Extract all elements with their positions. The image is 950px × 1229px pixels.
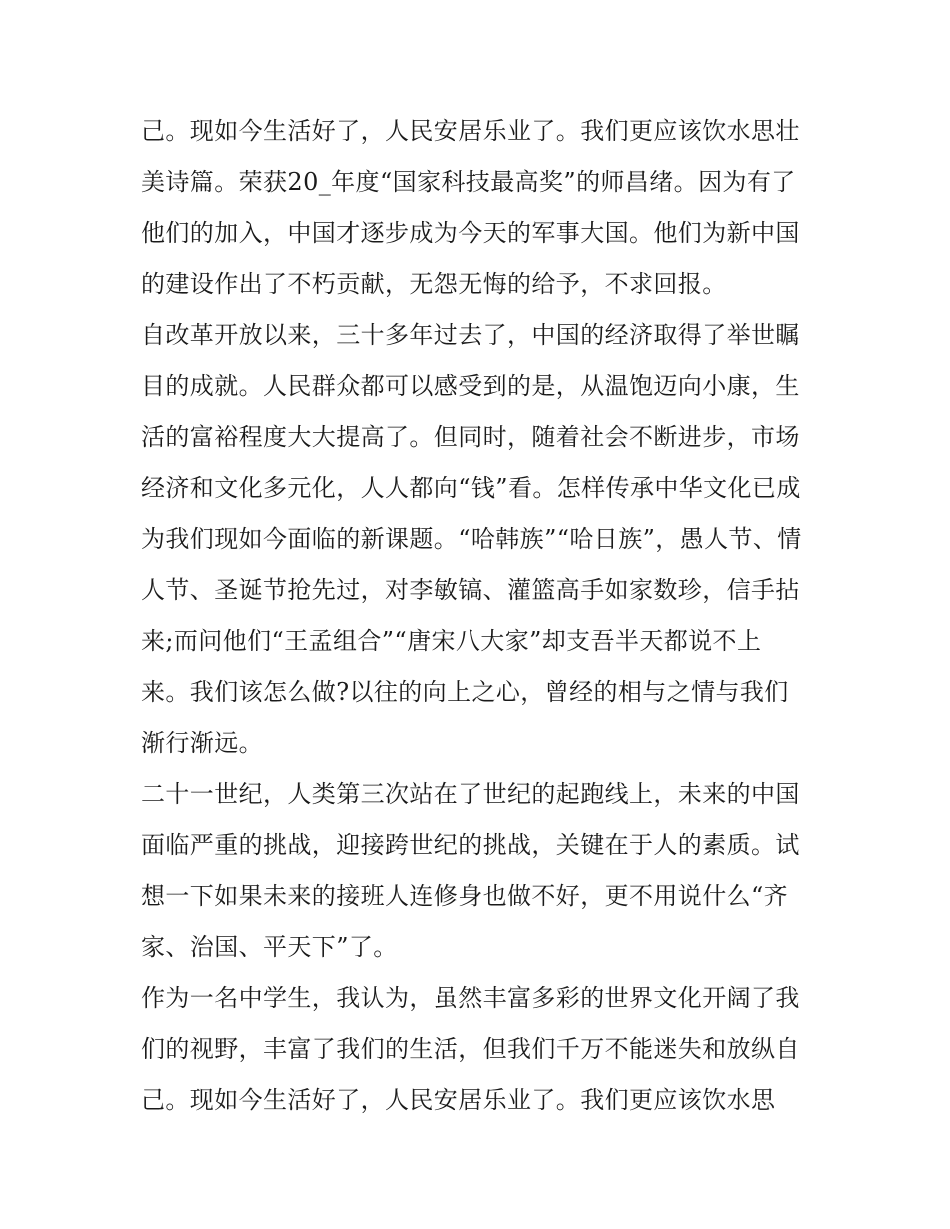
- text-line: 活的富裕程度大大提高了。但同时，随着社会不断进步，市场: [141, 423, 800, 451]
- text-line: 想一下如果未来的接班人连修身也做不好，更不用说什么“齐: [141, 882, 789, 910]
- text-line: 经济和文化多元化，人人都向“钱”看。怎样传承中华文化已成: [141, 474, 801, 502]
- document-body: [141, 106, 821, 1126]
- text-line: 渐行渐远。: [141, 729, 263, 757]
- text-line: 为我们现如今面临的新课题。“哈韩族”“哈日族”，愚人节、情: [141, 525, 802, 553]
- text-line: 己。现如今生活好了，人民安居乐业了。我们更应该饮水思: [141, 1086, 776, 1114]
- text-line: 们的视野，丰富了我们的生活，但我们千万不能迷失和放纵自: [141, 1035, 800, 1063]
- text-line: 他们的加入，中国才逐步成为今天的军事大国。他们为新中国: [141, 219, 800, 247]
- text-line: 目的成就。人民群众都可以感受到的是，从温饱迈向小康，生: [141, 372, 800, 400]
- text-line: 自改革开放以来，三十多年过去了，中国的经济取得了举世瞩: [141, 321, 800, 349]
- text-line: 人节、圣诞节抢先过，对李敏镐、灌篮高手如家数珍，信手拈: [141, 576, 800, 604]
- text-line: 美诗篇。荣获20_年度“国家科技最高奖”的师昌绪。因为有了: [141, 168, 796, 196]
- text-line: 来。我们该怎么做?以往的向上之心，曾经的相与之情与我们: [141, 678, 789, 706]
- text-line: 二十一世纪，人类第三次站在了世纪的起跑线上，未来的中国: [141, 780, 800, 808]
- text-line: 作为一名中学生，我认为，虽然丰富多彩的世界文化开阔了我: [141, 984, 800, 1012]
- text-line: 己。现如今生活好了，人民安居乐业了。我们更应该饮水思壮: [141, 117, 800, 145]
- text-line: 的建设作出了不朽贡献，无怨无悔的给予，不求回报。: [141, 270, 727, 298]
- text-line: 家、治国、平天下”了。: [141, 933, 398, 961]
- text-line: 面临严重的挑战，迎接跨世纪的挑战，关键在于人的素质。试: [141, 831, 800, 859]
- text-line: 来;而问他们“王孟组合”“唐宋八大家”却支吾半天都说不上: [141, 627, 762, 655]
